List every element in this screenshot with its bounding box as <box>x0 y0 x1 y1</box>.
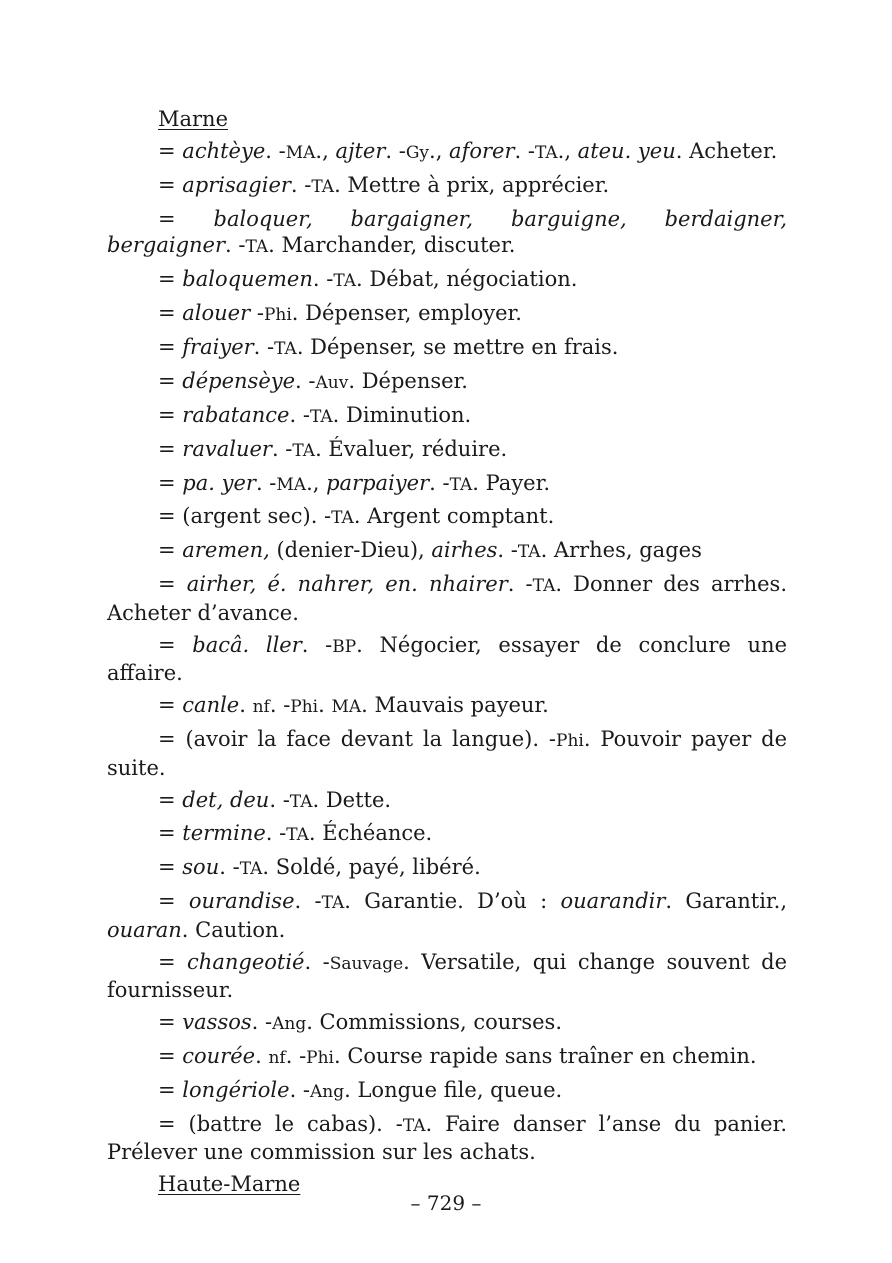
entry-text: ., <box>429 138 450 163</box>
source-abbreviation: TA <box>286 825 309 846</box>
entry-text: . - <box>253 334 275 359</box>
source-abbreviation: Sauvage <box>329 953 404 974</box>
dialect-term: pa. yer <box>182 470 256 495</box>
entry-text: . - <box>289 402 310 427</box>
entry-text: . - <box>290 172 312 197</box>
dialect-term: parpaiyer <box>326 470 430 495</box>
dialect-term: vassos <box>182 1010 252 1035</box>
entry-text: = <box>158 138 176 163</box>
entry-text: . - <box>294 889 322 914</box>
entry-text: . <box>318 693 332 718</box>
glossary-entry <box>107 632 787 687</box>
entry-text: . Dépenser. <box>348 368 468 393</box>
entry-text: = <box>158 368 183 393</box>
entry-text: . Dette. <box>312 787 392 812</box>
entry-text: = <box>158 949 188 974</box>
entry-text: = (battre le cabas). - <box>158 1111 403 1136</box>
entry-text: . Négocier, essayer de conclure une affaire. <box>107 632 787 686</box>
dialect-term: canle <box>182 693 240 718</box>
source-abbreviation: Ang <box>272 1014 307 1035</box>
entry-text: = <box>158 267 183 292</box>
source-abbreviation: TA <box>517 542 541 563</box>
entry-text: = <box>158 402 183 427</box>
glossary-entry <box>107 692 787 721</box>
glossary-body <box>107 106 787 1203</box>
glossary-entry <box>107 571 787 626</box>
dialect-term: baloquemen <box>182 267 313 292</box>
entry-text: . - <box>385 138 406 163</box>
source-abbreviation: TA <box>274 338 297 359</box>
source-abbreviation: TA <box>311 176 335 197</box>
entry-text: . Longue file, queue. <box>344 1077 563 1102</box>
entry-text: ., <box>557 138 578 163</box>
glossary-entry <box>107 266 787 295</box>
dialect-term: baloquer, bargaigner, barguigne, berdaigner, bergaigner <box>107 206 787 258</box>
dialect-term: ourandise <box>188 889 295 914</box>
source-abbreviation: MA <box>276 474 307 495</box>
entry-text: . Mauvais payeur. <box>361 693 549 718</box>
glossary-entry <box>107 949 787 1004</box>
entry-text: . Commissions, courses. <box>306 1010 562 1035</box>
entry-text: (denier-Dieu), <box>269 538 432 563</box>
entry-text: = <box>158 334 183 359</box>
entry-text: = <box>158 538 183 563</box>
dialect-term: airhes <box>431 538 498 563</box>
section-heading-marne: Marne <box>158 107 229 131</box>
entry-text: = <box>158 206 214 231</box>
source-abbreviation: TA <box>309 406 333 427</box>
entry-list <box>107 138 787 1166</box>
entry-text: = <box>158 787 183 812</box>
source-abbreviation: nf <box>252 697 270 718</box>
dialect-term: ravaluer <box>182 436 272 461</box>
entry-text: = <box>158 1010 183 1035</box>
entry-text: = <box>158 436 183 461</box>
dialect-term: bacâ. ller <box>192 632 302 657</box>
glossary-entry <box>107 503 787 532</box>
glossary-entry <box>107 138 787 167</box>
entry-text: . - <box>269 693 291 718</box>
entry-text: = <box>158 693 183 718</box>
dialect-term: dépensèye <box>182 368 296 393</box>
entry-text: . <box>239 693 253 718</box>
entry-text: . <box>255 1044 269 1069</box>
source-abbreviation: Ang <box>310 1081 345 1102</box>
source-abbreviation: Phi <box>306 1048 334 1069</box>
source-abbreviation: TA <box>292 440 316 461</box>
entry-text: . Garantie. D’où : <box>344 889 561 914</box>
glossary-entry <box>107 1009 787 1038</box>
source-abbreviation: TA <box>449 474 473 495</box>
glossary-entry <box>107 537 787 566</box>
glossary-entry <box>107 854 787 883</box>
entry-text: . Pouvoir payer de suite. <box>107 727 788 780</box>
entry-text: . Dépenser, employer. <box>291 301 522 326</box>
dialect-term: changeotié <box>187 949 305 974</box>
glossary-entry <box>107 1111 787 1166</box>
source-abbreviation: TA <box>532 576 556 597</box>
source-abbreviation: BP <box>332 636 357 657</box>
entry-text: = <box>158 632 193 657</box>
dialect-term: aprisagier <box>182 172 291 197</box>
glossary-entry <box>107 1043 787 1072</box>
entry-text: . - <box>225 233 246 258</box>
entry-text: . - <box>269 787 290 812</box>
source-abbreviation: MA <box>285 142 316 163</box>
source-abbreviation: TA <box>239 859 263 880</box>
page-number: – 729 – <box>410 1191 482 1215</box>
glossary-entry <box>107 206 787 261</box>
entry-text: . - <box>265 138 286 163</box>
entry-text: . - <box>271 436 293 461</box>
glossary-entry <box>107 470 787 499</box>
dialect-term: ateu. yeu <box>577 138 676 163</box>
dialect-term: termine <box>182 821 266 846</box>
entry-text: ., <box>306 470 327 495</box>
entry-text: . - <box>497 538 518 563</box>
dialect-term: rabatance <box>182 402 290 427</box>
source-abbreviation: Gy <box>405 142 430 163</box>
glossary-entry <box>107 402 787 431</box>
entry-text: . Faire danser l’anse du panier. Prélever une commission sur les achats. <box>107 1111 787 1165</box>
dialect-term: fraiyer <box>182 334 254 359</box>
entry-text: = <box>158 470 183 495</box>
entry-text: = <box>158 1077 183 1102</box>
glossary-entry <box>107 172 787 201</box>
entry-text: = <box>158 301 183 326</box>
entry-text: . - <box>255 470 277 495</box>
source-abbreviation: Phi <box>290 697 319 718</box>
entry-text: . Donner des arrhes. Acheter d’avance. <box>107 572 787 625</box>
glossary-entry <box>107 300 787 329</box>
entry-text: = (argent sec). - <box>158 504 332 529</box>
source-abbreviation: Auv <box>315 372 349 393</box>
entry-text: . - <box>507 572 533 597</box>
entry-text: . Évaluer, réduire. <box>315 436 508 461</box>
dialect-term: alouer <box>182 301 251 326</box>
dialect-term: det, deu <box>182 787 270 812</box>
entry-text: ., <box>315 138 336 163</box>
glossary-entry <box>107 436 787 465</box>
dialect-term: achtèye <box>182 138 266 163</box>
glossary-entry <box>107 1077 787 1106</box>
entry-text: . Caution. <box>181 917 286 942</box>
dialect-term: courée <box>182 1044 256 1069</box>
glossary-entry <box>107 888 787 943</box>
entry-text: = <box>158 821 183 846</box>
entry-text: . Échéance. <box>308 821 433 846</box>
dialect-term: sou <box>182 855 220 880</box>
dialect-term: aremen, <box>182 538 270 563</box>
entry-text: . - <box>295 368 316 393</box>
source-abbreviation: Phi <box>556 731 584 752</box>
entry-text: . Acheter. <box>675 138 778 163</box>
glossary-entry <box>107 334 787 363</box>
glossary-entry <box>107 726 787 781</box>
source-abbreviation: TA <box>402 1115 426 1136</box>
entry-text: . Course rapide sans traîner en chemin. <box>334 1044 757 1069</box>
entry-text: . Versatile, qui change souvent de fournisseur. <box>107 949 787 1003</box>
source-abbreviation: TA <box>333 271 357 292</box>
source-abbreviation: TA <box>534 142 558 163</box>
source-abbreviation: TA <box>245 237 269 258</box>
entry-text: . - <box>285 1044 307 1069</box>
entry-text: = <box>158 855 183 880</box>
entry-text: . - <box>304 949 330 974</box>
entry-text: . - <box>514 138 535 163</box>
entry-text: = <box>158 572 187 597</box>
section-heading <box>107 106 787 133</box>
entry-text: . Mettre à prix, apprécier. <box>334 172 610 197</box>
dialect-term: ouaran <box>107 917 182 942</box>
entry-text: = <box>158 172 183 197</box>
source-abbreviation: TA <box>331 508 354 529</box>
entry-text: . Débat, négociation. <box>356 267 578 292</box>
entry-text: . Diminution. <box>332 402 472 427</box>
dialect-term: ouarandir <box>560 889 666 914</box>
entry-text: . - <box>289 1077 311 1102</box>
dialect-term: airher, é. nahrer, en. nhairer <box>186 572 508 597</box>
entry-text: = <box>158 1044 183 1069</box>
source-abbreviation: MA <box>331 697 362 718</box>
entry-text: . - <box>251 1010 273 1035</box>
entry-text: . Garantir., <box>665 889 787 914</box>
glossary-entry <box>107 787 787 816</box>
section-heading-haute-marne: Haute-Marne <box>158 1172 301 1197</box>
glossary-entry <box>107 368 787 397</box>
glossary-entry <box>107 820 787 849</box>
dialect-term: ajter <box>335 138 386 163</box>
entry-text: = (avoir la face devant la langue). - <box>158 727 556 752</box>
entry-text: - <box>250 301 264 326</box>
entry-text: . Arrhes, gages <box>540 538 702 563</box>
source-abbreviation: nf <box>268 1048 286 1069</box>
entry-text: . Payer. <box>472 470 551 495</box>
entry-text: . Dépenser, se mettre en frais. <box>296 334 619 359</box>
source-abbreviation: TA <box>289 791 313 812</box>
entry-text: . - <box>265 821 287 846</box>
entry-text: . Soldé, payé, libéré. <box>262 855 481 880</box>
entry-text: . - <box>429 470 450 495</box>
entry-text: . Argent comptant. <box>353 504 555 529</box>
entry-text: = <box>158 889 189 914</box>
entry-text: . - <box>219 855 240 880</box>
entry-text: . - <box>301 632 333 657</box>
dialect-term: longériole <box>182 1077 290 1102</box>
source-abbreviation: Phi <box>263 305 292 326</box>
entry-text: . - <box>312 267 334 292</box>
entry-text: . Marchander, discuter. <box>268 233 516 258</box>
source-abbreviation: TA <box>321 893 345 914</box>
dialect-term: aforer <box>449 138 515 163</box>
